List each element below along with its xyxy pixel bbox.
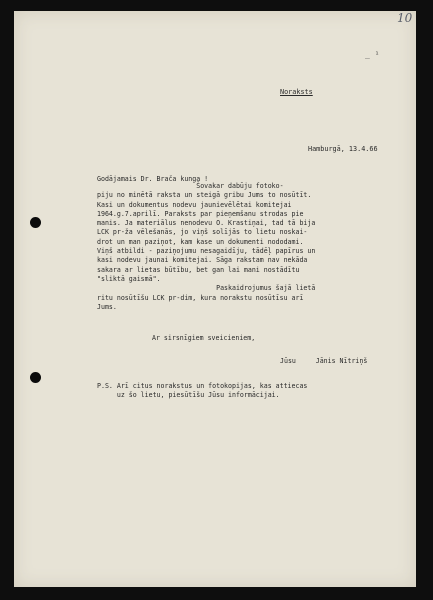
place-date: Hamburgā, 13.4.66	[308, 145, 378, 153]
postscript-line: P.S. Arī citus norakstus un fotokopijas, kas attiecas	[97, 382, 308, 390]
punch-hole-bottom	[30, 372, 41, 383]
body-line: drot un man paziņot, kam kase un dokumenti nododami.	[97, 237, 304, 246]
body-line: Paskaidrojumus šajā lietā	[97, 284, 316, 293]
body-line: Kasi un dokumentus nodevu jaunievēlētai komitejai	[97, 200, 292, 209]
postscript-line: uz šo lietu, piesūtīšu Jūsu informācijai.	[97, 391, 280, 400]
body-line: ritu nosūtīšu LCK pr-dim, kura norakstu nosūtīsu arī	[97, 293, 304, 302]
punch-hole-top	[30, 217, 41, 228]
body-line: Šovakar dabūju fotoko-	[97, 182, 284, 190]
document-heading: Noraksts	[280, 88, 313, 96]
body-line: sakara ar lietas būtību, bet gan lai mani nostādītu	[97, 265, 300, 274]
body-line: kasi nodevu jaunai komitejai. Sāga rakstam nav nekāda	[97, 256, 308, 265]
body-line: LCK pr-ža vēlešanās, jo viņš solījās to lietu noskai-	[97, 228, 308, 237]
postscript	[97, 382, 307, 401]
signature-line: Jūsu Jānis Nītriņš	[280, 357, 368, 365]
body-line: Viņš atbildi - paziņojumu nesagaidīju, tādēļ papīrus un	[97, 247, 316, 256]
page-number: 10	[397, 11, 413, 25]
letter-body	[97, 182, 315, 312]
body-line: Jums.	[97, 302, 117, 311]
body-line: "sliktā gaismā".	[97, 274, 161, 283]
body-line: manis. Ja materiālus nenodevu O. Krastiņai, tad tā bija	[97, 219, 316, 228]
corner-mark: _ ¹	[365, 50, 380, 59]
body-line: piju no minētā raksta un steigā gribu Jums to nosūtīt.	[97, 191, 312, 200]
body-line: 1964.g.7.aprilī. Paraksts par pieņemšanu strodas pie	[97, 209, 304, 218]
closing-line: Ar sirsnīgiem sveicieniem,	[152, 334, 256, 342]
salutation: Godājamais Dr. Brača kunga !	[97, 175, 209, 183]
